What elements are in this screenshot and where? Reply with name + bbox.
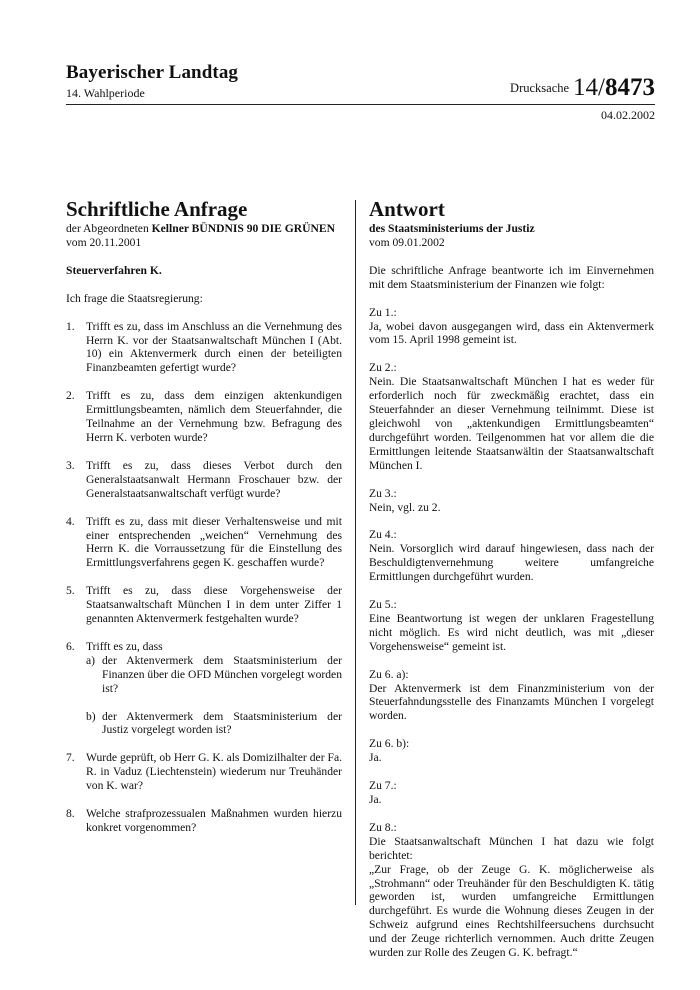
question-number: 6. [66,639,75,653]
answer-text: Nein. Die Staatsanwaltschaft München I hat es weder für erforderlich noch für zweckmäßig erachtet, dass ein Steuerfahnder an dieser Vernehmung teilnimmt. Diese ist gleichwohl von „aktenkundigen Ermittlungsbeamten“ durchgeführt worden. Teilgenommen hat vor allem die die Ermittlungen leitende Staatsanwältin der Staatsanwaltschaft München I. [369,375,654,472]
question-text: Trifft es zu, dass [86,639,163,653]
drucksache-main-number: 8473 [605,74,655,101]
question-text: Trifft es zu, dass mit dieser Verhaltensweise und mit einer entsprechenden „weichen“ Vernehmung des Herrn K. die Vorraussetzung für die Einstellung des Ermittlungsverfahrens gegen K. geschaffen wurde? [86,514,342,570]
answer-text: Eine Beantwortung ist wegen der unklaren Fragestellung nicht möglich. Es wird nicht deutlich, was mit „dieser Vorgehensweise“ gemeint ist. [369,611,654,653]
legislative-period: 14. Wahlperiode [66,86,145,100]
question-number: 7. [66,751,75,765]
answer-text: Der Aktenvermerk ist dem Finanzministerium von der Steuerfahndungsstelle des Finanzamts München I vorgelegt worden. [369,681,654,723]
question-text: Wurde geprüft, ob Herr G. K. als Domizilhalter der Fa. R. in Vaduz (Liechtenstein) wiederum nur Treuhänder von K. war? [86,751,342,793]
byline-prefix: der Abgeordneten [66,222,152,235]
question-item [66,459,342,501]
answer-quote: „Zur Frage, ob der Zeuge G. K. möglicherweise als „Strohmann“ oder Treuhänder für den Beschuldigten K. tätig geworden ist, wurden umfangreiche Ermittlungen durchgeführt. Es wurde die Wohnung dieses Zeugen in der Schweiz aufgrund eines Rechtshilfeersuchens durchsucht und der Zeuge richterlich vernommen. Auch dritte Zeugen wurden zur Rolle des Zeugen G. K. befragt.“ [369,862,654,960]
answer-label: Zu 6. b): [369,737,410,751]
question-item [66,389,342,445]
byline-author: Kellner BÜNDNIS 90 DIE GRÜNEN [151,222,336,235]
answer-item [369,737,654,765]
question-number: 8. [66,807,75,821]
answer-item [369,779,654,807]
question-text: Trifft es zu, dass im Anschluss an die Vernehmung des Herrn K. vor der Staatsanwaltschaft München I (Abt. 10) ein Aktenvermerk durch einen der beteiligten Finanzbeamten gefertigt wurde? [86,319,342,375]
question-text: Trifft es zu, dass dem einzigen aktenkundigen Ermittlungsbeamten, nämlich dem Steuerfahnder, die Teilnahme an der Vernehmung bzw. Befragung des Herrn K. verboten wurde? [86,389,342,444]
question-number: 4. [66,514,75,528]
answer-item [369,598,654,654]
answer-label: Zu 1.: [369,305,397,319]
question-number: 2. [66,389,75,403]
answer-label: Zu 4.: [369,528,397,542]
sub-question-label: b) [86,709,96,723]
sub-question-text: der Aktenvermerk dem Staatsministerium der Finanzen über die OFD München vorgelegt worden ist? [102,653,342,695]
answer-label: Zu 6. a): [369,667,409,681]
question-item-6 [66,640,342,737]
question-item [66,320,342,376]
question-text: Welche strafprozessualen Maßnahmen wurden hierzu konkret vorgenommen? [86,807,342,834]
answer-label: Zu 5.: [369,598,397,612]
sub-question-label: a) [86,653,96,667]
question-text: Trifft es zu, dass dieses Verbot durch den Generalstaatsanwalt Hermann Froschauer bzw. der Generalstaatsanwaltschaft verfügt wurde? [86,458,342,500]
answer-intro: Die schriftliche Anfrage beantworte ich im Einvernehmen mit dem Staatsministerium der Finanzen wie folgt: [369,263,654,291]
answer-label: Zu 7.: [369,779,397,793]
answer-column [369,198,654,974]
question-item [66,751,342,793]
answer-item [369,361,654,472]
question-number: 1. [66,319,75,333]
answer-text: Nein. Vorsorglich wird darauf hingewiesen, dass nach der Beschuldigtenvernehmung weitere umfangreiche Ermittlungen durchgeführt wurden. [369,542,654,584]
answer-text: Die Staatsanwaltschaft München I hat dazu wie folgt berichtet: [369,834,654,862]
answer-item [369,821,654,863]
question-item [66,515,342,571]
question-heading: Schriftliche Anfrage [66,197,248,221]
column-separator [355,200,356,905]
question-column [66,198,342,849]
document-date: 04.02.2002 [601,108,655,122]
question-intro: Ich frage die Staatsregierung: [66,291,203,305]
sub-question-text: der Aktenvermerk dem Staatsministerium der Justiz vorgelegt worden ist? [102,709,342,737]
answer-text: Ja. [369,793,382,806]
question-text: Trifft es zu, dass diese Vorgehensweise der Staatsanwaltschaft München I in dem unter Ziffer 1 genannten Aktenvermerk festgehalten wurde? [86,584,342,626]
question-byline [66,222,342,236]
answer-byline: des Staatsministeriums der Justiz [369,222,535,235]
header-rule [66,104,655,105]
answer-text: Ja. [369,751,382,765]
parliament-title: Bayerischer Landtag [66,62,239,83]
answer-label: Zu 3.: [369,486,397,500]
question-date: vom 20.11.2001 [66,235,142,249]
question-item [66,807,342,835]
answer-label: Zu 2.: [369,361,397,375]
answer-text: Nein, vgl. zu 2. [369,500,441,514]
question-subject: Steuerverfahren K. [66,263,162,277]
answer-item [369,528,654,584]
answer-item [369,668,654,724]
answer-item [369,306,654,348]
sub-question-a [86,654,342,696]
answer-label: Zu 8.: [369,820,397,834]
drucksache-label: Drucksache [510,81,570,95]
question-item [66,584,342,626]
question-number: 5. [66,584,75,598]
answer-text: Ja, wobei davon ausgegangen wird, dass ein Aktenvermerk vom 15. April 1998 gemeint ist. [369,319,654,347]
answer-heading: Antwort [369,197,445,221]
answer-date: vom 09.01.2002 [369,235,445,249]
answer-item [369,487,654,515]
sub-question-b [86,710,342,738]
question-number: 3. [66,458,75,472]
drucksache-prefix: 14/ [573,74,605,101]
drucksache-number [510,74,655,102]
